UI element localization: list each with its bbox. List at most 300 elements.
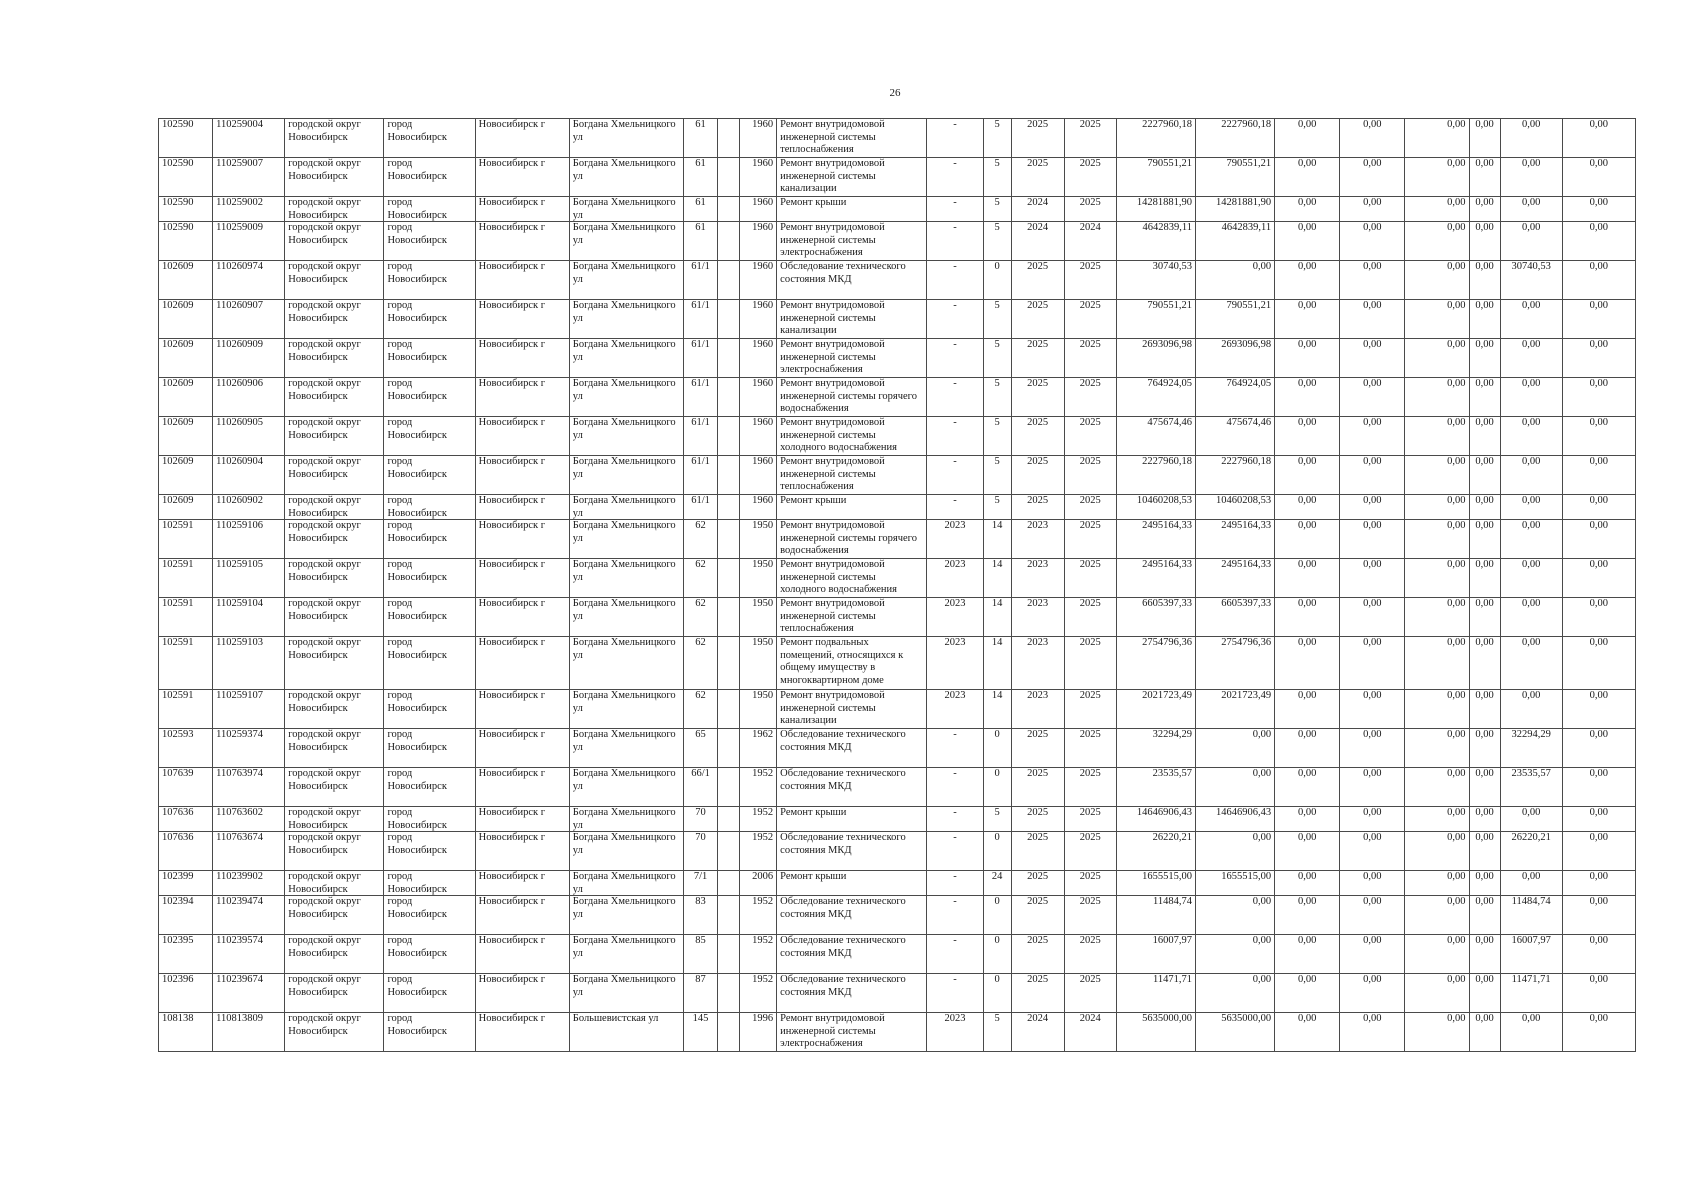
cell-text: Богдана Хмельницкого ул xyxy=(572,261,676,285)
cell-local-funds xyxy=(1405,935,1469,974)
cell-text: 0 xyxy=(994,768,1000,779)
cell-text: 0,00 xyxy=(1447,690,1466,701)
cell-text: 2495164,33 xyxy=(1142,559,1192,570)
cell-owner-funds xyxy=(1469,896,1500,935)
cell-plan-start-year xyxy=(1011,690,1064,729)
cell-regional-funds xyxy=(1340,598,1405,637)
cell-reserve-funds xyxy=(1562,158,1635,197)
cell-text: 0,00 xyxy=(1475,378,1494,389)
cell-fund-cost xyxy=(1195,559,1274,598)
cell-house-id xyxy=(159,339,213,378)
cell-text: 0 xyxy=(994,935,1000,946)
cell-total-cost xyxy=(1116,871,1195,896)
cell-text: 0,00 xyxy=(1447,417,1466,428)
cell-text: 23535,57 xyxy=(1511,768,1551,779)
cell-work-type xyxy=(777,300,927,339)
cell-text: 0,00 xyxy=(1447,974,1466,985)
cell-text: 145 xyxy=(692,1013,709,1024)
cell-text: 0,00 xyxy=(1447,300,1466,311)
cell-text: Ремонт внутридомовой инженерной системы электроснабжения xyxy=(780,339,885,375)
cell-text: 11471,71 xyxy=(1152,974,1192,985)
cell-text: город Новосибирск xyxy=(387,559,447,583)
cell-text: 102609 xyxy=(162,378,194,389)
cell-fund-cost xyxy=(1195,974,1274,1013)
cell-building xyxy=(718,197,740,222)
cell-text: Ремонт крыши xyxy=(780,197,847,208)
cell-text: город Новосибирск xyxy=(387,935,447,959)
cell-text: 0,00 xyxy=(1447,222,1466,233)
cell-fund-cost xyxy=(1195,935,1274,974)
cell-text: 1960 xyxy=(752,119,774,130)
cell-regional-funds xyxy=(1340,729,1405,768)
cell-text: 2025 xyxy=(1027,456,1049,467)
cell-settlement xyxy=(384,807,475,832)
cell-federal-funds xyxy=(1275,768,1340,807)
cell-plan-start-year xyxy=(1011,119,1064,158)
cell-text: 0,00 xyxy=(1298,417,1317,428)
cell-text: 0,00 xyxy=(1475,690,1494,701)
cell-federal-funds xyxy=(1275,456,1340,495)
cell-plan-end-year xyxy=(1064,598,1116,637)
cell-other-funds xyxy=(1500,417,1562,456)
cell-owner-funds xyxy=(1469,729,1500,768)
cell-text: 0,00 xyxy=(1298,690,1317,701)
cell-plan-end-year xyxy=(1064,300,1116,339)
cell-text: 2025 xyxy=(1079,495,1101,506)
table-row xyxy=(159,832,1636,871)
cell-other-funds xyxy=(1500,637,1562,690)
cell-text: 14 xyxy=(991,598,1003,609)
cell-regional-funds xyxy=(1340,871,1405,896)
cell-settlement xyxy=(384,222,475,261)
cell-text: 0,00 xyxy=(1475,768,1494,779)
cell-prior-repair-year xyxy=(927,378,983,417)
cell-street xyxy=(569,871,683,896)
cell-other-funds xyxy=(1500,378,1562,417)
cell-text: 0,00 xyxy=(1589,807,1609,818)
cell-plan-start-year xyxy=(1011,871,1064,896)
cell-house-id xyxy=(159,1013,213,1052)
cell-text: 0,00 xyxy=(1447,456,1466,467)
cell-text: 5 xyxy=(994,378,1000,389)
cell-house-number xyxy=(684,690,718,729)
cell-text: 1952 xyxy=(752,768,774,779)
cell-work-type xyxy=(777,832,927,871)
cell-text: 0,00 xyxy=(1589,197,1609,208)
cell-municipality xyxy=(285,119,384,158)
cell-text: 2495164,33 xyxy=(1221,520,1272,531)
cell-text: 790551,21 xyxy=(1147,158,1192,169)
cell-owner-funds xyxy=(1469,768,1500,807)
cell-text: 4642839,11 xyxy=(1142,222,1192,233)
cell-regional-funds xyxy=(1340,832,1405,871)
cell-text: 2023 xyxy=(1027,690,1049,701)
cell-text: 0,00 xyxy=(1447,807,1466,818)
cell-work-id xyxy=(213,935,285,974)
cell-work-id xyxy=(213,495,285,520)
cell-house-id xyxy=(159,974,213,1013)
cell-text: 0,00 xyxy=(1298,598,1317,609)
cell-text: город Новосибирск xyxy=(387,222,447,246)
cell-settlement xyxy=(384,896,475,935)
cell-text: 110259374 xyxy=(216,729,263,740)
cell-work-id xyxy=(213,222,285,261)
cell-text: 0,00 xyxy=(1475,807,1494,818)
cell-locality xyxy=(475,417,569,456)
cell-text: 0,00 xyxy=(1475,197,1494,208)
cell-text: 102591 xyxy=(162,559,194,570)
cell-street xyxy=(569,339,683,378)
cell-year-built xyxy=(740,690,777,729)
cell-plan-start-year xyxy=(1011,339,1064,378)
cell-text: Богдана Хмельницкого ул xyxy=(572,832,676,856)
cell-settlement xyxy=(384,456,475,495)
cell-total-cost xyxy=(1116,1013,1195,1052)
cell-local-funds xyxy=(1405,300,1469,339)
cell-count xyxy=(983,559,1011,598)
cell-owner-funds xyxy=(1469,1013,1500,1052)
cell-count xyxy=(983,871,1011,896)
cell-text: 2024 xyxy=(1079,222,1101,233)
cell-fund-cost xyxy=(1195,158,1274,197)
cell-house-number xyxy=(684,871,718,896)
cell-work-type xyxy=(777,637,927,690)
cell-text: 0,00 xyxy=(1363,690,1382,701)
cell-text: 2025 xyxy=(1079,559,1101,570)
cell-text: Ремонт внутридомовой инженерной системы теплоснабжения xyxy=(780,456,885,492)
cell-text: 0,00 xyxy=(1521,598,1541,609)
cell-owner-funds xyxy=(1469,300,1500,339)
cell-work-type xyxy=(777,339,927,378)
cell-house-id xyxy=(159,300,213,339)
cell-locality xyxy=(475,807,569,832)
cell-text: 110763974 xyxy=(216,768,263,779)
cell-house-id xyxy=(159,871,213,896)
cell-text: 790551,21 xyxy=(1226,300,1272,311)
cell-federal-funds xyxy=(1275,1013,1340,1052)
cell-prior-repair-year xyxy=(927,559,983,598)
cell-text: 0,00 xyxy=(1447,520,1466,531)
cell-plan-start-year xyxy=(1011,832,1064,871)
cell-plan-start-year xyxy=(1011,378,1064,417)
cell-reserve-funds xyxy=(1562,417,1635,456)
cell-work-type xyxy=(777,456,927,495)
cell-house-number xyxy=(684,456,718,495)
cell-house-number xyxy=(684,896,718,935)
cell-federal-funds xyxy=(1275,637,1340,690)
cell-street xyxy=(569,456,683,495)
cell-other-funds xyxy=(1500,807,1562,832)
cell-total-cost xyxy=(1116,598,1195,637)
cell-building xyxy=(718,1013,740,1052)
cell-text: 2025 xyxy=(1079,158,1101,169)
cell-year-built xyxy=(740,261,777,300)
cell-text: Богдана Хмельницкого ул xyxy=(572,339,676,363)
cell-text: 2024 xyxy=(1027,1013,1049,1024)
cell-text: 87 xyxy=(695,974,706,985)
cell-prior-repair-year xyxy=(927,119,983,158)
cell-text: 14 xyxy=(991,690,1003,701)
cell-plan-start-year xyxy=(1011,729,1064,768)
cell-work-id xyxy=(213,456,285,495)
cell-work-type xyxy=(777,378,927,417)
cell-text: 0,00 xyxy=(1252,768,1272,779)
cell-text: 0,00 xyxy=(1363,300,1382,311)
cell-text: 65 xyxy=(695,729,706,740)
cell-regional-funds xyxy=(1340,637,1405,690)
cell-building xyxy=(718,935,740,974)
cell-text: 2025 xyxy=(1027,935,1049,946)
cell-text: 110239902 xyxy=(216,871,263,882)
cell-text: 11484,74 xyxy=(1152,896,1192,907)
cell-locality xyxy=(475,768,569,807)
cell-text: город Новосибирск xyxy=(387,417,447,441)
cell-text: - xyxy=(953,261,957,272)
cell-text: 0,00 xyxy=(1447,896,1466,907)
cell-house-id xyxy=(159,729,213,768)
cell-year-built xyxy=(740,222,777,261)
cell-text: 110259004 xyxy=(216,119,263,130)
cell-house-id xyxy=(159,690,213,729)
cell-locality xyxy=(475,896,569,935)
cell-prior-repair-year xyxy=(927,417,983,456)
cell-text: 2025 xyxy=(1079,896,1101,907)
cell-federal-funds xyxy=(1275,974,1340,1013)
cell-text: 0,00 xyxy=(1447,559,1466,570)
cell-text: город Новосибирск xyxy=(387,158,447,182)
cell-plan-end-year xyxy=(1064,807,1116,832)
cell-municipality xyxy=(285,768,384,807)
cell-text: 0,00 xyxy=(1475,729,1494,740)
cell-text: 0,00 xyxy=(1475,495,1494,506)
cell-year-built xyxy=(740,896,777,935)
cell-plan-start-year xyxy=(1011,456,1064,495)
cell-text: городской округ Новосибирск xyxy=(288,896,361,920)
cell-text: - xyxy=(953,935,957,946)
cell-text: Богдана Хмельницкого ул xyxy=(572,935,676,959)
cell-house-id xyxy=(159,417,213,456)
cell-text: Новосибирск г xyxy=(478,495,546,506)
cell-text: Новосибирск г xyxy=(478,417,546,428)
cell-text: 110260907 xyxy=(216,300,263,311)
cell-street xyxy=(569,158,683,197)
cell-plan-end-year xyxy=(1064,520,1116,559)
cell-text: 108138 xyxy=(162,1013,194,1024)
cell-text: город Новосибирск xyxy=(387,690,447,714)
cell-prior-repair-year xyxy=(927,300,983,339)
cell-fund-cost xyxy=(1195,261,1274,300)
cell-text: 2227960,18 xyxy=(1221,119,1272,130)
cell-plan-end-year xyxy=(1064,637,1116,690)
cell-other-funds xyxy=(1500,1013,1562,1052)
cell-text: Новосибирск г xyxy=(478,300,546,311)
cell-house-number xyxy=(684,637,718,690)
table-row xyxy=(159,637,1636,690)
cell-house-id xyxy=(159,935,213,974)
cell-owner-funds xyxy=(1469,378,1500,417)
cell-text: 61/1 xyxy=(691,495,710,506)
cell-text: 107639 xyxy=(162,768,194,779)
cell-owner-funds xyxy=(1469,832,1500,871)
cell-regional-funds xyxy=(1340,456,1405,495)
cell-text: 102609 xyxy=(162,339,194,350)
cell-fund-cost xyxy=(1195,690,1274,729)
cell-text: 0,00 xyxy=(1447,637,1466,648)
cell-work-type xyxy=(777,935,927,974)
cell-text: 16007,97 xyxy=(1511,935,1551,946)
cell-text: 1952 xyxy=(752,807,774,818)
cell-text: 1655515,00 xyxy=(1221,871,1272,882)
cell-year-built xyxy=(740,559,777,598)
cell-local-funds xyxy=(1405,637,1469,690)
cell-text: Богдана Хмельницкого ул xyxy=(572,896,676,920)
cell-text: - xyxy=(953,197,957,208)
cell-regional-funds xyxy=(1340,119,1405,158)
cell-text: 14281881,90 xyxy=(1136,197,1192,208)
cell-text: 0,00 xyxy=(1521,637,1541,648)
cell-text: 83 xyxy=(695,896,706,907)
cell-locality xyxy=(475,559,569,598)
cell-prior-repair-year xyxy=(927,871,983,896)
cell-local-funds xyxy=(1405,495,1469,520)
cell-text: Новосибирск г xyxy=(478,378,546,389)
cell-plan-start-year xyxy=(1011,974,1064,1013)
cell-total-cost xyxy=(1116,300,1195,339)
cell-locality xyxy=(475,222,569,261)
cell-count xyxy=(983,158,1011,197)
cell-federal-funds xyxy=(1275,378,1340,417)
cell-text: 1950 xyxy=(752,598,774,609)
cell-fund-cost xyxy=(1195,417,1274,456)
cell-text: - xyxy=(953,456,957,467)
cell-text: 0,00 xyxy=(1475,417,1494,428)
cell-text: 0,00 xyxy=(1589,520,1609,531)
cell-fund-cost xyxy=(1195,768,1274,807)
cell-text: городской округ Новосибирск xyxy=(288,559,361,583)
cell-work-id xyxy=(213,300,285,339)
cell-text: 61/1 xyxy=(691,261,710,272)
cell-local-funds xyxy=(1405,197,1469,222)
cell-work-id xyxy=(213,261,285,300)
cell-municipality xyxy=(285,598,384,637)
cell-local-funds xyxy=(1405,520,1469,559)
cell-building xyxy=(718,637,740,690)
cell-text: 85 xyxy=(695,935,706,946)
cell-settlement xyxy=(384,261,475,300)
cell-work-type xyxy=(777,158,927,197)
cell-text: 11471,71 xyxy=(1511,974,1551,985)
cell-plan-start-year xyxy=(1011,417,1064,456)
cell-text: городской округ Новосибирск xyxy=(288,807,361,831)
cell-plan-end-year xyxy=(1064,935,1116,974)
cell-street xyxy=(569,768,683,807)
cell-text: 16007,97 xyxy=(1152,935,1192,946)
cell-text: 0,00 xyxy=(1298,456,1317,467)
cell-text: 0,00 xyxy=(1252,935,1272,946)
cell-text: - xyxy=(953,495,957,506)
cell-prior-repair-year xyxy=(927,456,983,495)
cell-regional-funds xyxy=(1340,158,1405,197)
cell-text: 4642839,11 xyxy=(1221,222,1272,233)
cell-work-id xyxy=(213,729,285,768)
cell-total-cost xyxy=(1116,158,1195,197)
cell-text: 0,00 xyxy=(1475,896,1494,907)
cell-reserve-funds xyxy=(1562,300,1635,339)
cell-regional-funds xyxy=(1340,768,1405,807)
cell-regional-funds xyxy=(1340,222,1405,261)
cell-text: 2024 xyxy=(1027,222,1049,233)
cell-text: 2754796,36 xyxy=(1221,637,1272,648)
cell-text: 0,00 xyxy=(1363,119,1382,130)
cell-text: 764924,05 xyxy=(1226,378,1272,389)
cell-text: Богдана Хмельницкого ул xyxy=(572,974,676,998)
cell-prior-repair-year xyxy=(927,807,983,832)
cell-text: 0,00 xyxy=(1363,339,1382,350)
cell-text: 2025 xyxy=(1027,261,1049,272)
cell-count xyxy=(983,832,1011,871)
cell-federal-funds xyxy=(1275,222,1340,261)
cell-text: 0,00 xyxy=(1521,158,1541,169)
cell-text: 102609 xyxy=(162,495,194,506)
cell-local-funds xyxy=(1405,261,1469,300)
cell-house-number xyxy=(684,768,718,807)
cell-house-id xyxy=(159,378,213,417)
cell-total-cost xyxy=(1116,690,1195,729)
cell-building xyxy=(718,456,740,495)
cell-text: 2023 xyxy=(1027,559,1049,570)
cell-text: город Новосибирск xyxy=(387,197,447,221)
cell-text: 0,00 xyxy=(1298,832,1317,843)
cell-text: 0,00 xyxy=(1447,832,1466,843)
cell-reserve-funds xyxy=(1562,339,1635,378)
cell-municipality xyxy=(285,300,384,339)
cell-text: 0,00 xyxy=(1521,690,1541,701)
cell-text: 5 xyxy=(994,197,1000,208)
cell-fund-cost xyxy=(1195,300,1274,339)
cell-house-id xyxy=(159,119,213,158)
cell-building xyxy=(718,378,740,417)
cell-text: город Новосибирск xyxy=(387,339,447,363)
cell-text: 30740,53 xyxy=(1152,261,1192,272)
cell-text: 10460208,53 xyxy=(1216,495,1272,506)
cell-house-number xyxy=(684,974,718,1013)
cell-text: 0,00 xyxy=(1363,1013,1382,1024)
cell-text: 102590 xyxy=(162,197,194,208)
cell-owner-funds xyxy=(1469,637,1500,690)
cell-text: 0,00 xyxy=(1363,456,1382,467)
cell-locality xyxy=(475,1013,569,1052)
cell-locality xyxy=(475,261,569,300)
cell-text: городской округ Новосибирск xyxy=(288,378,361,402)
cell-count xyxy=(983,768,1011,807)
cell-regional-funds xyxy=(1340,197,1405,222)
cell-prior-repair-year xyxy=(927,896,983,935)
cell-year-built xyxy=(740,807,777,832)
cell-year-built xyxy=(740,378,777,417)
cell-text: 110259103 xyxy=(216,637,263,648)
cell-text: Новосибирск г xyxy=(478,690,546,701)
cell-total-cost xyxy=(1116,261,1195,300)
cell-text: 0 xyxy=(994,974,1000,985)
cell-text: 0,00 xyxy=(1589,1013,1609,1024)
cell-text: 2023 xyxy=(1027,520,1049,531)
cell-reserve-funds xyxy=(1562,832,1635,871)
cell-text: 2025 xyxy=(1027,495,1049,506)
table-row xyxy=(159,119,1636,158)
cell-total-cost xyxy=(1116,768,1195,807)
cell-text: Новосибирск г xyxy=(478,871,546,882)
cell-text: 1962 xyxy=(752,729,774,740)
